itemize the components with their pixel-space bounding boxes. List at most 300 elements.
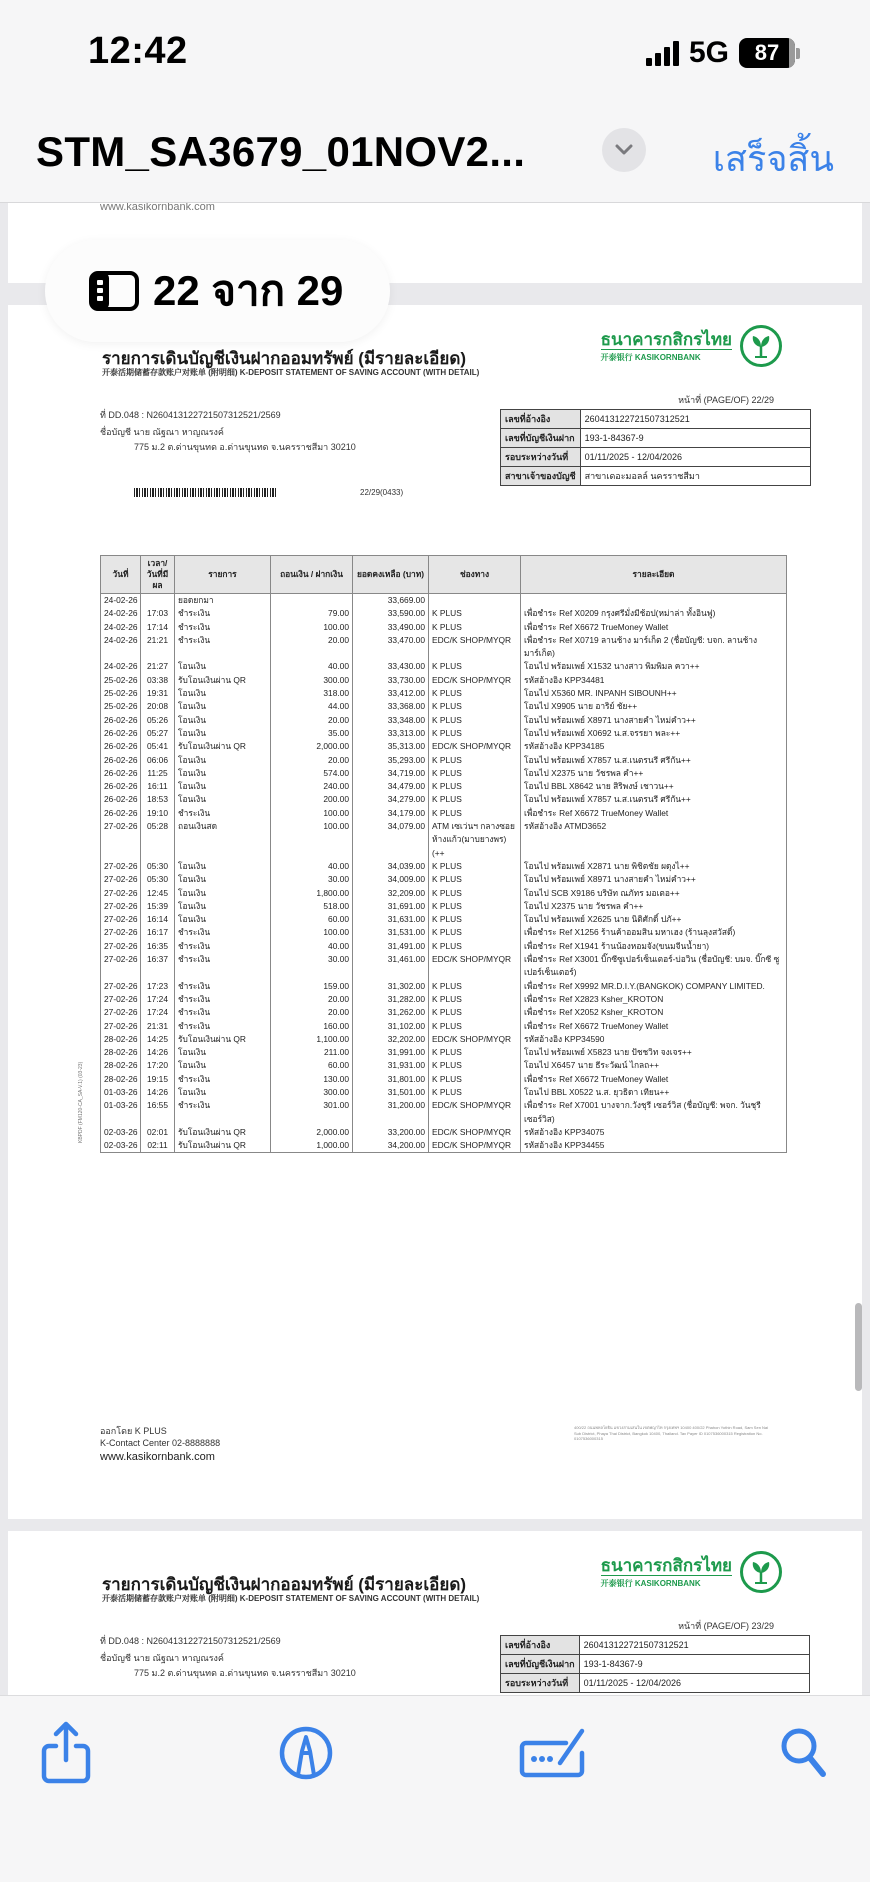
table-row [101, 1126, 787, 1139]
cell-detail: โอนไป X6457 นาย ธีระวัฒน์ ไกลถ++ [521, 1059, 787, 1072]
share-icon [40, 1720, 92, 1786]
cell-channel: K PLUS [429, 607, 521, 620]
table-row [101, 940, 787, 953]
cell-channel: EDC/K SHOP/MYQR [429, 953, 521, 980]
cell-description: โอนเงิน [175, 767, 271, 780]
cell-time: 18:53 [141, 793, 175, 806]
cell-channel: K PLUS [429, 980, 521, 993]
markup-button[interactable] [276, 1718, 336, 1788]
page-indicator[interactable] [45, 240, 390, 342]
cell-channel: K PLUS [429, 860, 521, 873]
cell-amount: 30.00 [271, 873, 353, 886]
barcode [134, 488, 276, 497]
kbank-leaf-icon [740, 325, 782, 367]
column-header: ช่องทาง [429, 556, 521, 594]
cell-balance: 31,461.00 [353, 953, 429, 980]
cell-detail [521, 594, 787, 608]
info-label: เลขที่อ้างอิง [501, 410, 581, 429]
cell-date: 24-02-26 [101, 594, 141, 608]
page-footer [100, 1425, 220, 1463]
cell-time: 17:23 [141, 980, 175, 993]
table-row [101, 1046, 787, 1059]
table-row [101, 660, 787, 673]
cell-balance: 31,282.00 [353, 993, 429, 1006]
cell-description: โอนเงิน [175, 873, 271, 886]
cell-time: 05:41 [141, 740, 175, 753]
cell-date: 27-02-26 [101, 860, 141, 873]
cell-date: 01-03-26 [101, 1099, 141, 1126]
cell-channel: ATM เซเว่นฯ กลางซอยห้างแก้ว(มาบยางพร)(++ [429, 820, 521, 860]
cell-balance: 31,302.00 [353, 980, 429, 993]
table-row [101, 820, 787, 860]
cell-date: 26-02-26 [101, 714, 141, 727]
table-row [101, 900, 787, 913]
cell-channel: K PLUS [429, 900, 521, 913]
info-label: เลขที่บัญชีเงินฝาก [501, 429, 581, 448]
account-info-table [500, 409, 811, 486]
cell-detail: โอนไป X9905 นาย อาริย์ ชัย++ [521, 700, 787, 713]
cell-amount: 100.00 [271, 807, 353, 820]
document-title[interactable]: STM_SA3679_01NOV2... [36, 128, 526, 175]
cell-time: 05:30 [141, 873, 175, 886]
cell-date: 26-02-26 [101, 740, 141, 753]
cell-time: 21:31 [141, 1020, 175, 1033]
cell-detail: โอนไป X2375 นาย วัชรพล คำ++ [521, 900, 787, 913]
cell-description: โอนเงิน [175, 687, 271, 700]
page-indicator-text: 22 จาก 29 [153, 267, 344, 314]
cell-description: ชำระเงิน [175, 926, 271, 939]
cell-description: ชำระเงิน [175, 1020, 271, 1033]
cell-description: ชำระเงิน [175, 993, 271, 1006]
column-header: รายละเอียด [521, 556, 787, 594]
next-bank-name-th: ธนาคารกสิกรไทย [600, 1555, 732, 1575]
prev-page-footer-url: www.kasikornbank.com [100, 203, 215, 213]
table-row [101, 727, 787, 740]
cell-balance: 34,279.00 [353, 793, 429, 806]
cell-date: 27-02-26 [101, 873, 141, 886]
status-indicators [646, 36, 800, 70]
status-bar [0, 0, 870, 100]
cell-amount: 211.00 [271, 1046, 353, 1059]
cell-date: 28-02-26 [101, 1033, 141, 1046]
cell-amount: 574.00 [271, 767, 353, 780]
cell-time: 05:30 [141, 860, 175, 873]
cell-balance: 31,102.00 [353, 1020, 429, 1033]
next-account-address: 775 ม.2 ต.ด่านขุนทด อ.ด่านขุนทด จ.นครราชสีมา 30210 [134, 1668, 356, 1678]
transactions-table [100, 555, 787, 1153]
cell-time: 03:38 [141, 674, 175, 687]
cell-detail: โอนไป พร้อมเพย์ X7857 น.ส.เนตรนรี ศรีกัน++ [521, 793, 787, 806]
cell-date: 27-02-26 [101, 980, 141, 993]
cell-date: 27-02-26 [101, 913, 141, 926]
cell-amount: 1,800.00 [271, 887, 353, 900]
bank-name-en: 开泰银行 KASIKORNBANK [600, 352, 701, 362]
cell-channel: K PLUS [429, 1020, 521, 1033]
table-row [101, 1073, 787, 1086]
account-name: ชื่อบัญชี นาย ณัฐณา หาญณรงค์ [100, 427, 224, 437]
cell-channel [429, 594, 521, 608]
cell-channel: K PLUS [429, 754, 521, 767]
table-row [101, 687, 787, 700]
cell-channel: K PLUS [429, 926, 521, 939]
info-row [501, 410, 811, 429]
cell-date: 26-02-26 [101, 807, 141, 820]
cell-date: 26-02-26 [101, 780, 141, 793]
cell-description: โอนเงิน [175, 900, 271, 913]
cell-balance: 31,200.00 [353, 1099, 429, 1126]
cell-time: 19:31 [141, 687, 175, 700]
table-row [101, 594, 787, 608]
account-address: 775 ม.2 ต.ด่านขุนทด อ.ด่านขุนทด จ.นครราชสีมา 30210 [134, 442, 356, 452]
cell-channel: K PLUS [429, 714, 521, 727]
cell-detail: เพื่อชำระ Ref X3001 บิ๊กซีซูเปอร์เซ็นเตอร์-บ่อวิน (ชื่อบัญชี: บมจ. บิ๊กซี ซูเปอร์เซ็นเตอร์) [521, 953, 787, 980]
table-row [101, 1099, 787, 1126]
cell-balance: 35,313.00 [353, 740, 429, 753]
info-value: 260413122721507312521 [580, 410, 810, 429]
cell-date: 28-02-26 [101, 1059, 141, 1072]
next-bank-name-en: 开泰银行 KASIKORNBANK [600, 1578, 701, 1588]
cell-balance: 31,501.00 [353, 1086, 429, 1099]
cell-description: ชำระเงิน [175, 1006, 271, 1019]
info-row [501, 467, 811, 486]
cell-description: ชำระเงิน [175, 807, 271, 820]
kbank-leaf-icon [740, 1551, 782, 1593]
table-row [101, 926, 787, 939]
cell-time: 06:06 [141, 754, 175, 767]
cell-time: 05:26 [141, 714, 175, 727]
cell-description: ถอนเงินสด [175, 820, 271, 860]
pdf-page-current [8, 305, 862, 1519]
cell-description: ชำระเงิน [175, 634, 271, 661]
status-time: 12:42 [88, 30, 188, 72]
cell-amount: 160.00 [271, 1020, 353, 1033]
cell-time: 12:45 [141, 887, 175, 900]
cell-description: โอนเงิน [175, 860, 271, 873]
cell-time: 02:01 [141, 1126, 175, 1139]
cell-amount: 1,100.00 [271, 1033, 353, 1046]
cell-amount: 518.00 [271, 900, 353, 913]
table-row [101, 993, 787, 1006]
cell-description: ชำระเงิน [175, 940, 271, 953]
cell-channel: K PLUS [429, 993, 521, 1006]
info-value: 193-1-84367-9 [580, 429, 810, 448]
cellular-signal-icon [646, 40, 679, 66]
cell-balance: 34,479.00 [353, 780, 429, 793]
table-row [101, 780, 787, 793]
footer-contact: K-Contact Center 02-8888888 [100, 1438, 221, 1448]
next-page-of-label: หน้าที่ (PAGE/OF) 23/29 [678, 1621, 774, 1631]
footer-website: www.kasikornbank.com [100, 1451, 215, 1463]
page-of-label: หน้าที่ (PAGE/OF) 22/29 [678, 395, 774, 405]
cell-channel: EDC/K SHOP/MYQR [429, 1033, 521, 1046]
cell-amount: 301.00 [271, 1099, 353, 1126]
cell-balance: 31,991.00 [353, 1046, 429, 1059]
share-button[interactable] [36, 1718, 96, 1788]
cell-amount: 100.00 [271, 621, 353, 634]
cell-channel: K PLUS [429, 793, 521, 806]
cell-amount: 1,000.00 [271, 1139, 353, 1153]
cell-balance: 33,430.00 [353, 660, 429, 673]
cell-detail: โอนไป X2375 นาย วัชรพล คำ++ [521, 767, 787, 780]
cell-time: 05:28 [141, 820, 175, 860]
info-value: 193-1-84367-9 [579, 1655, 809, 1674]
cell-channel: K PLUS [429, 727, 521, 740]
column-header: ยอดคงเหลือ (บาท) [353, 556, 429, 594]
cell-balance: 31,491.00 [353, 940, 429, 953]
cell-amount: 20.00 [271, 754, 353, 767]
cell-date: 28-02-26 [101, 1046, 141, 1059]
cell-amount: 40.00 [271, 940, 353, 953]
statement-title: รายการเดินบัญชีเงินฝากออมทรัพย์ (มีรายละเอียด) [102, 349, 467, 368]
cell-channel: K PLUS [429, 700, 521, 713]
info-value: 01/11/2025 - 12/04/2026 [579, 1674, 809, 1693]
info-row [501, 1636, 810, 1655]
info-row [501, 1674, 810, 1693]
cell-detail: เพื่อชำระ Ref X9992 MR.D.I.Y.(BANGKOK) COMPANY LIMITED. [521, 980, 787, 993]
cell-channel: K PLUS [429, 621, 521, 634]
cell-description: ชำระเงิน [175, 607, 271, 620]
cell-channel: K PLUS [429, 807, 521, 820]
cell-balance: 33,313.00 [353, 727, 429, 740]
cell-detail: โอนไป พร้อมเพย์ X5823 นาย ปัชชวิท จงเจร++ [521, 1046, 787, 1059]
cell-description: โอนเงิน [175, 1059, 271, 1072]
search-button[interactable] [774, 1718, 834, 1788]
cell-amount: 20.00 [271, 634, 353, 661]
cell-channel: K PLUS [429, 660, 521, 673]
cell-date: 27-02-26 [101, 887, 141, 900]
table-row [101, 740, 787, 753]
info-value: 260413122721507312521 [579, 1636, 809, 1655]
table-row [101, 767, 787, 780]
cell-time: 16:35 [141, 940, 175, 953]
cell-balance: 34,200.00 [353, 1139, 429, 1153]
cell-detail: โอนไป พร้อมเพย์ X8971 นางสายคำ ไหม่คำว++ [521, 873, 787, 886]
markup-icon [278, 1725, 334, 1781]
cell-amount: 60.00 [271, 913, 353, 926]
cell-description: โอนเงิน [175, 714, 271, 727]
document-reference: ที่ DD.048 : N260413122721507312521/2569 [100, 410, 281, 420]
cell-detail: โอนไป พร้อมเพย์ X2871 นาย พิชิตชัย ผดุงไ++ [521, 860, 787, 873]
cell-channel: K PLUS [429, 1006, 521, 1019]
table-row [101, 607, 787, 620]
cell-balance: 31,631.00 [353, 913, 429, 926]
next-statement-subtitle: 开泰活期储蓄存款账户对账单 (附明细) K-DEPOSIT STATEMENT OF SAVING ACCOUNT (WITH DETAIL) [102, 1594, 480, 1603]
cell-channel: K PLUS [429, 780, 521, 793]
cell-balance: 33,730.00 [353, 674, 429, 687]
cell-channel: K PLUS [429, 913, 521, 926]
cell-description: โอนเงิน [175, 754, 271, 767]
cell-description: ชำระเงิน [175, 980, 271, 993]
cell-description: รับโอนเงินผ่าน QR [175, 1126, 271, 1139]
cell-detail: โอนไป X5360 MR. INPANH SIBOUNH++ [521, 687, 787, 700]
cell-detail: โอนไป SCB X9186 บริษัท ณภัทร มอเตอ++ [521, 887, 787, 900]
cell-balance: 35,293.00 [353, 754, 429, 767]
cell-description: โอนเงิน [175, 887, 271, 900]
cell-balance: 33,348.00 [353, 714, 429, 727]
cell-balance: 34,719.00 [353, 767, 429, 780]
table-row [101, 700, 787, 713]
cell-channel: K PLUS [429, 1059, 521, 1072]
cell-date: 25-02-26 [101, 674, 141, 687]
cell-channel: K PLUS [429, 1073, 521, 1086]
chevron-down-icon [614, 144, 634, 156]
table-row [101, 953, 787, 980]
cell-channel: K PLUS [429, 687, 521, 700]
cell-balance: 33,590.00 [353, 607, 429, 620]
document-scroll-area[interactable] [0, 203, 870, 1695]
cell-detail: รหัสอ้างอิง KPP34590 [521, 1033, 787, 1046]
cell-channel: EDC/K SHOP/MYQR [429, 1099, 521, 1126]
cell-amount: 300.00 [271, 1086, 353, 1099]
cell-detail: เพื่อชำระ Ref X1941 ร้านน้องหอมจัง(ขนมจีนน้ำยา) [521, 940, 787, 953]
cell-description: โอนเงิน [175, 700, 271, 713]
cell-time: 17:03 [141, 607, 175, 620]
next-document-reference: ที่ DD.048 : N260413122721507312521/2569 [100, 1636, 281, 1646]
cell-detail: เพื่อชำระ Ref X2823 Ksher_KROTON [521, 993, 787, 1006]
cell-description: โอนเงิน [175, 1046, 271, 1059]
cell-date: 24-02-26 [101, 660, 141, 673]
cell-description: โอนเงิน [175, 660, 271, 673]
cell-amount: 100.00 [271, 926, 353, 939]
cell-time: 17:24 [141, 1006, 175, 1019]
cell-date: 24-02-26 [101, 607, 141, 620]
cell-detail: โอนไป BBL X8642 นาย สิริพงษ์ เชาวน++ [521, 780, 787, 793]
navigation-bar [0, 100, 870, 203]
cell-balance: 33,200.00 [353, 1126, 429, 1139]
cell-time [141, 594, 175, 608]
cell-amount: 318.00 [271, 687, 353, 700]
vertical-scrollbar[interactable] [855, 1303, 862, 1391]
form-code: KBPDF (FM120-CA_SA-V.1) (03-23) [78, 1061, 84, 1143]
cell-description: รับโอนเงินผ่าน QR [175, 1139, 271, 1153]
sidebar-thumbnails-icon [89, 271, 139, 311]
cell-time: 17:14 [141, 621, 175, 634]
cell-time: 14:26 [141, 1046, 175, 1059]
cell-date: 24-02-26 [101, 621, 141, 634]
cell-time: 16:14 [141, 913, 175, 926]
cell-date: 27-02-26 [101, 926, 141, 939]
cell-time: 16:11 [141, 780, 175, 793]
cell-date: 25-02-26 [101, 687, 141, 700]
cell-time: 16:17 [141, 926, 175, 939]
cell-amount: 300.00 [271, 674, 353, 687]
cell-detail: รหัสอ้างอิง ATMD3652 [521, 820, 787, 860]
cell-detail: เพื่อชำระ Ref X2052 Ksher_KROTON [521, 1006, 787, 1019]
table-row [101, 1020, 787, 1033]
table-row [101, 887, 787, 900]
title-menu-button[interactable] [602, 128, 646, 172]
cell-description: ชำระเงิน [175, 1099, 271, 1126]
cell-time: 17:20 [141, 1059, 175, 1072]
cell-channel: EDC/K SHOP/MYQR [429, 1139, 521, 1153]
cell-detail: โอนไป พร้อมเพย์ X1532 นางสาว พิมพิมล ควา++ [521, 660, 787, 673]
cell-date: 02-03-26 [101, 1139, 141, 1153]
info-value: 01/11/2025 - 12/04/2026 [580, 448, 810, 467]
cell-detail: เพื่อชำระ Ref X6672 TrueMoney Wallet [521, 1073, 787, 1086]
footer-issued-by: ออกโดย K PLUS [100, 1426, 167, 1436]
cell-date: 26-02-26 [101, 793, 141, 806]
table-row [101, 980, 787, 993]
cell-amount: 20.00 [271, 993, 353, 1006]
cell-description: ยอดยกมา [175, 594, 271, 608]
info-label: รอบระหว่างวันที่ [501, 448, 581, 467]
column-header: รายการ [175, 556, 271, 594]
info-row [501, 1655, 810, 1674]
cell-channel: K PLUS [429, 1046, 521, 1059]
cell-balance: 33,470.00 [353, 634, 429, 661]
signature-button[interactable] [518, 1718, 592, 1788]
table-row [101, 807, 787, 820]
cell-detail: เพื่อชำระ Ref X7001 บางจาก.วังชุรี เซอร์วิส (ชื่อบัญชี: พจก. วันชุรี เซอร์วิส) [521, 1099, 787, 1126]
info-row [501, 429, 811, 448]
cell-description: โอนเงิน [175, 727, 271, 740]
cell-description: ชำระเงิน [175, 1073, 271, 1086]
table-header-row [101, 556, 787, 594]
next-account-name: ชื่อบัญชี นาย ณัฐณา หาญณรงค์ [100, 1653, 224, 1663]
cell-time: 21:27 [141, 660, 175, 673]
cell-channel: K PLUS [429, 767, 521, 780]
cell-amount [271, 594, 353, 608]
cell-date: 27-02-26 [101, 940, 141, 953]
next-statement-title: รายการเดินบัญชีเงินฝากออมทรัพย์ (มีรายละเอียด) [102, 1575, 467, 1594]
cell-amount: 60.00 [271, 1059, 353, 1072]
cell-date: 01-03-26 [101, 1086, 141, 1099]
cell-channel: K PLUS [429, 940, 521, 953]
next-account-holder [100, 1651, 356, 1681]
cell-balance: 34,079.00 [353, 820, 429, 860]
info-row [501, 448, 811, 467]
cell-date: 26-02-26 [101, 754, 141, 767]
done-button[interactable]: เสร็จสิ้น [712, 138, 834, 179]
cell-balance: 33,669.00 [353, 594, 429, 608]
cell-date: 24-02-26 [101, 634, 141, 661]
column-header: วันที่ [101, 556, 141, 594]
cell-detail: รหัสอ้างอิง KPP34481 [521, 674, 787, 687]
cell-time: 05:27 [141, 727, 175, 740]
cell-detail: เพื่อชำระ Ref X6672 TrueMoney Wallet [521, 1020, 787, 1033]
cell-description: โอนเงิน [175, 793, 271, 806]
cell-time: 14:26 [141, 1086, 175, 1099]
table-row [101, 634, 787, 661]
table-row [101, 1033, 787, 1046]
cell-channel: K PLUS [429, 1086, 521, 1099]
cell-time: 17:24 [141, 993, 175, 1006]
cell-amount: 130.00 [271, 1073, 353, 1086]
cell-amount: 2,000.00 [271, 1126, 353, 1139]
cell-channel: K PLUS [429, 887, 521, 900]
statement-subtitle: 开泰活期储蓄存款账户对账单 (附明细) K-DEPOSIT STATEMENT OF SAVING ACCOUNT (WITH DETAIL) [102, 368, 480, 377]
pdf-page-next [8, 1531, 862, 1695]
cell-balance: 32,202.00 [353, 1033, 429, 1046]
cell-amount: 79.00 [271, 607, 353, 620]
info-label: เลขที่อ้างอิง [501, 1636, 580, 1655]
cell-date: 27-02-26 [101, 1020, 141, 1033]
cell-time: 19:15 [141, 1073, 175, 1086]
cell-amount: 200.00 [271, 793, 353, 806]
cell-time: 20:08 [141, 700, 175, 713]
kasikornbank-logo [601, 325, 782, 367]
cell-channel: EDC/K SHOP/MYQR [429, 634, 521, 661]
cell-balance: 31,801.00 [353, 1073, 429, 1086]
cell-time: 02:11 [141, 1139, 175, 1153]
cell-time: 16:37 [141, 953, 175, 980]
cell-description: รับโอนเงินผ่าน QR [175, 1033, 271, 1046]
info-value: สาขาเดอะมอลล์ นครราชสีมา [580, 467, 810, 486]
cell-date: 25-02-26 [101, 700, 141, 713]
battery-icon [739, 38, 800, 68]
table-row [101, 674, 787, 687]
table-row [101, 754, 787, 767]
